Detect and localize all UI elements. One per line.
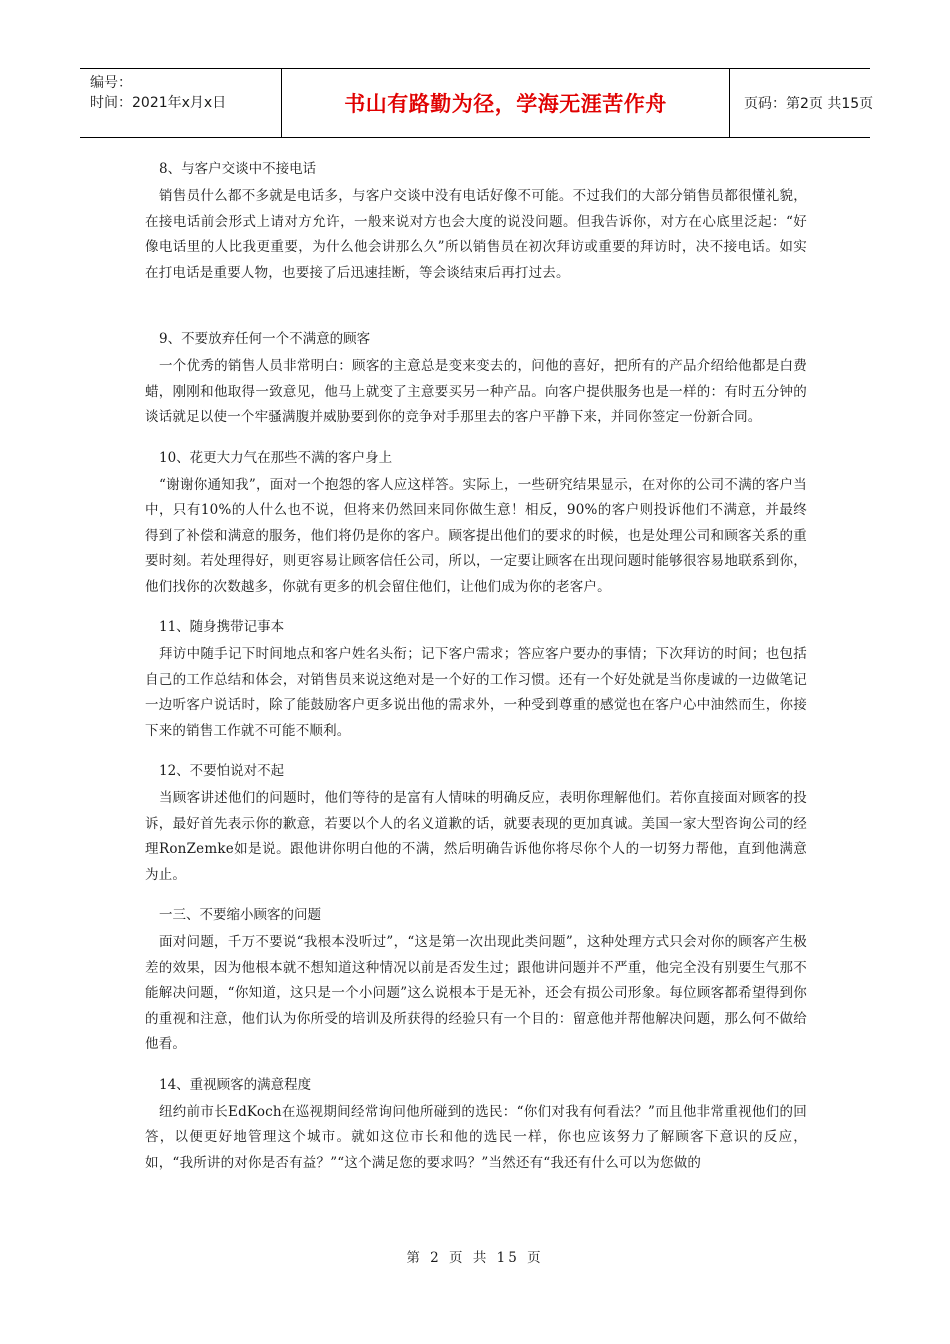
section-text: 拜访中随手记下时间地点和客户姓名头衔；记下客户需求；答应客户要办的事情；下次拜访的时间；也包括自己的工作总结和体会，对销售员来说这绝对是一个好的工作习惯。还有一个好处就是当你虔诚的一边做笔记一边听客户说话时，除了能鼓励客户更多说出他的需求外，一种受到尊重的感觉也在客户心中油然而生，你接下来的销售工作就不可能不顺利。 <box>145 646 807 739</box>
section-9 <box>145 330 807 431</box>
section-heading: 14、重视顾客的满意程度 <box>159 1076 312 1093</box>
section-11 <box>145 618 807 744</box>
document-body <box>145 160 807 1176</box>
section-text: 一个优秀的销售人员非常明白：顾客的主意总是变来变去的，问他的喜好，把所有的产品介绍给他都是白费蜡，刚刚和他取得一致意见，他马上就变了主意要买另一种产品。向客户提供服务也是一样的：有时五分钟的谈话就足以使一个牢骚满腹并威胁要到你的竞争对手那里去的客户平静下来，并同你签定一份新合同。 <box>145 358 807 425</box>
page-footer: 第 2 页 共 15 页 <box>406 1250 544 1266</box>
section-heading: 11、随身携带记事本 <box>159 619 285 635</box>
section-heading: 12、不要怕说对不起 <box>159 763 285 779</box>
section-heading: 8、与客户交谈中不接电话 <box>159 161 317 177</box>
section-heading: 10、花更大力气在那些不满的客户身上 <box>159 449 393 466</box>
code-label: 编号： <box>90 75 132 91</box>
section-text: 面对问题，千万不要说“我根本没听过”，“这是第一次出现此类问题”，这种处理方式只会对你的顾客产生极差的效果，因为他根本就不想知道这种情况以前是否发生过；跟他讲问题并不严重，他完全没有别要生气那不能解决问题，“你知道，这只是一个小问题”这么说根本于是无补，还会有损公司形象。每位顾客都希望得到你的重视和注意，他们认为你所受的培训及所获得的经验只有一个目的：留意他并帮他解决问题，那么何不做给他看。 <box>145 934 807 1052</box>
section-heading: 一三、不要缩小顾客的问题 <box>159 907 321 923</box>
time-label: 时间：2021年x月x日 <box>90 95 227 111</box>
section-12 <box>145 762 807 888</box>
section-13 <box>145 906 807 1058</box>
section-text: 当顾客讲述他们的问题时，他们等待的是富有人情味的明确反应，表明你理解他们。若你直接面对顾客的投诉，最好首先表示你的歉意，若要以个人的名义道歉的话，就要表现的更加真诚。美国一家大型咨询公司的经理RonZemke如是说。跟他讲你明白他的不满，然后明确告诉他你将尽你个人的一切努力帮他，直到他满意为止。 <box>145 790 807 883</box>
header-table <box>80 68 874 138</box>
section-text: 销售员什么都不多就是电话多，与客户交谈中没有电话好像不可能。不过我们的大部分销售员都很懂礼貌，在接电话前会形式上请对方允许，一般来说对方也会大度的说没问题。但我告诉你，对方在心底里泛起：“好像电话里的人比我更重要，为什么他会讲那么久”所以销售员在初次拜访或重要的拜访时，决不接电话。如实在打电话是重要人物，也要接了后迅速挂断，等会谈结束后再打过去。 <box>145 188 808 281</box>
section-10 <box>145 449 807 601</box>
section-heading: 9、不要放弃任何一个不满意的顾客 <box>159 331 371 347</box>
section-text: 纽约前市长EdKoch在巡视期间经常询问他所碰到的选民：“你们对我有何看法？”而且他非常重视他们的回答，以便更好地管理这个城市。就如这位市长和他的选民一样，你也应该努力了解顾客下意识的反应，如，“我所讲的对你是否有益？”“这个满足您的要求吗？”当然还有“我还有什么可以为您做的 <box>145 1103 807 1171</box>
section-14 <box>145 1076 807 1177</box>
section-text: “谢谢你通知我”，面对一个抱怨的客人应这样答。实际上，一些研究结果显示，在对你的公司不满的客户当中，只有10%的人什么也不说，但将来仍然回来同你做生意！相反，90%的客户则投诉他们不满意，并最终得到了补偿和满意的服务，他们将仍是你的客户。顾客提出他们的要求的时候，也是处理公司和顾客关系的重要时刻。若处理得好，则更容易让顾客信任公司，所以，一定要让顾客在出现问题时能够很容易地联系到你，他们找你的次数越多，你就有更多的机会留住他们，让他们成为你的老客户。 <box>145 476 807 595</box>
header-meta-cell <box>80 69 282 137</box>
section-8 <box>145 160 807 286</box>
page-info: 页码：第2页 共15页 <box>744 96 874 112</box>
motto: 书山有路勤为径，学海无涯苦作舟 <box>282 69 730 137</box>
